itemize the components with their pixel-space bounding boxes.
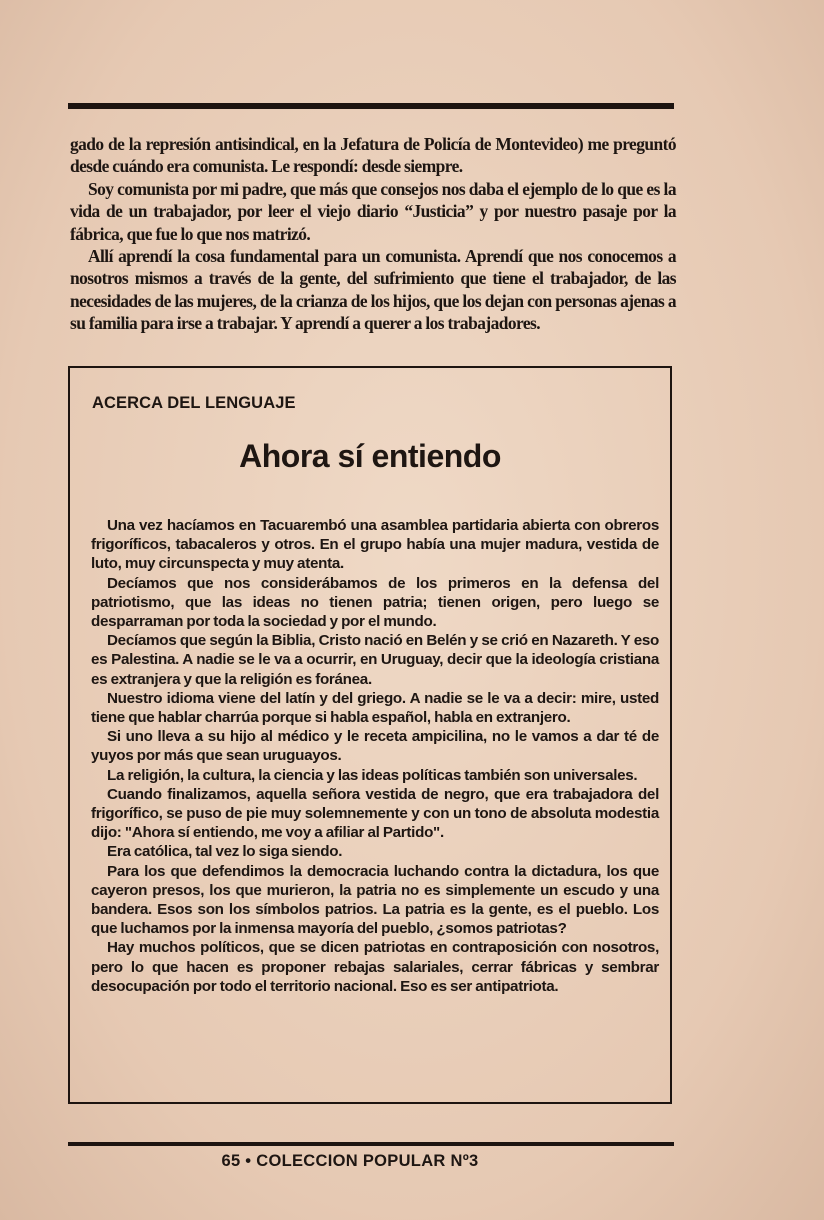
box-paragraph: Una vez hacíamos en Tacuarembó una asamblea partidaria abierta con obreros frigoríficos, tabacaleros y otros. En el grupo había una mujer madura, vestida de luto, muy circunspecta y muy atenta. bbox=[91, 517, 659, 573]
sidebar-box bbox=[68, 366, 672, 1104]
page-footer: 65 • COLECCION POPULAR Nº3 bbox=[221, 1152, 479, 1170]
box-paragraph: Era católica, tal vez lo siga siendo. bbox=[107, 843, 343, 861]
box-paragraph: La religión, la cultura, la ciencia y las ideas políticas también son universales. bbox=[107, 766, 638, 784]
box-paragraph: Cuando finalizamos, aquella señora vestida de negro, que era trabajadora del frigorífico, se puso de pie muy solemnemente y con un tono de absoluta modestia dijo: "Ahora sí entiendo, me voy a afiliar al Partido". bbox=[91, 785, 659, 842]
box-body bbox=[91, 516, 659, 996]
bottom-rule bbox=[68, 1142, 674, 1146]
box-paragraph: Hay muchos políticos, que se dicen patriotas en contraposición con nosotros, pero lo que hacen es proponer rebajas salariales, cerrar fábricas y sembrar desocupación por todo el territorio nacional. Eso es ser antipatriota. bbox=[91, 939, 659, 995]
box-paragraph: Si uno lleva a su hijo al médico y le receta ampicilina, no le vamos a dar té de yuyos por más que sean uruguayos. bbox=[91, 728, 659, 765]
intro-paragraph: gado de la represión antisindical, en la Jefatura de Policía de Montevideo) me preguntó desde cuándo era comunista. Le respondí: desde siempre. bbox=[70, 134, 676, 177]
intro-paragraph: Soy comunista por mi padre, que más que consejos nos daba el ejemplo de lo que es la vida de un trabajador, por leer el viejo diario “Justicia” y por nuestro pasaje por la fábrica, que fue lo que nos matrizó. bbox=[70, 178, 676, 244]
top-rule bbox=[68, 103, 674, 109]
intro-text bbox=[70, 133, 676, 335]
box-paragraph: Decíamos que según la Biblia, Cristo nació en Belén y se crió en Nazareth. Y eso es Palestina. A nadie se le va a ocurrir, en Uruguay, decir que la ideología cristiana es extranjera y que la religión es foránea. bbox=[91, 632, 659, 688]
box-title: Ahora sí entiendo bbox=[239, 438, 501, 474]
box-paragraph: Decíamos que nos considerábamos de los primeros en la defensa del patriotismo, que las ideas no tienen patria; tienen origen, pero luego se desparraman por toda la sociedad y por el mundo. bbox=[91, 574, 659, 631]
box-paragraph: Para los que defendimos la democracia luchando contra la dictadura, los que cayeron presos, los que murieron, la patria no es simplemente un escudo y una bandera. Esos son los símbolos patrios. La patria es la gente, es el pueblo. Los que luchamos por la inmensa mayoría del pueblo, ¿somos patriotas? bbox=[91, 862, 659, 938]
intro-paragraph: Allí aprendí la cosa fundamental para un comunista. Aprendí que nos conocemos a nosotros mismos a través de la gente, del sufrimiento que tiene el trabajador, de las necesidades de las mujeres, de la crianza de los hijos, que los dejan con personas ajenas a su familia para irse a trabajar. Y aprendí a querer a los trabajadores. bbox=[70, 246, 676, 334]
section-label: ACERCA DEL LENGUAJE bbox=[92, 394, 296, 412]
box-paragraph: Nuestro idioma viene del latín y del griego. A nadie se le va a decir: mire, usted tiene que hablar charrúa porque si habla español, habla en extranjero. bbox=[91, 689, 659, 727]
